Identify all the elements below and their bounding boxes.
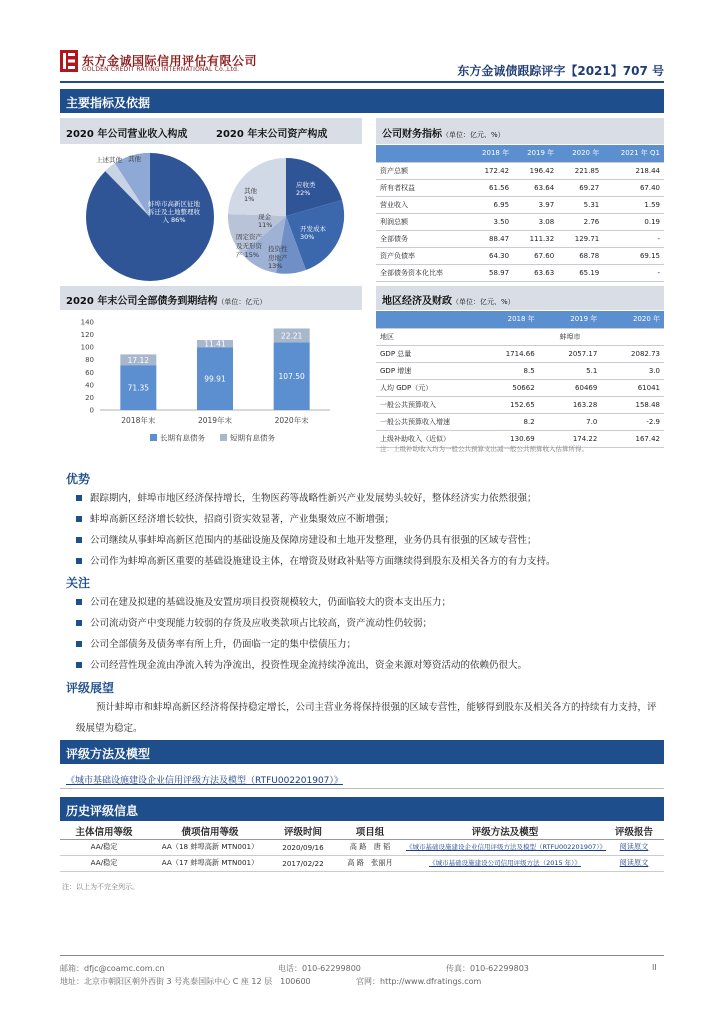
- x-tick-label: 2020年末: [274, 416, 309, 425]
- table-cell: 61.56: [468, 179, 513, 196]
- y-tick-label: 120: [80, 331, 94, 340]
- y-tick-label: 60: [85, 368, 94, 377]
- legend-label: 长期有息债务: [160, 433, 205, 443]
- section-bar-main-indicators: 主要指标及依据: [60, 89, 664, 113]
- table-cell: 上级补助收入（近似）: [376, 430, 476, 447]
- table-cell: 2017/02/22: [272, 855, 334, 871]
- table-cell: 50662: [476, 379, 539, 396]
- table-cell: 资产总额: [376, 162, 468, 179]
- table-cell: 68.78: [558, 247, 603, 264]
- table-cell: 1714.66: [476, 345, 539, 362]
- list-item: 公司全部债务及债务率有所上升，仍面临一定的集中偿债压力；: [76, 634, 666, 655]
- company-logo-icon: [60, 50, 78, 72]
- table-cell: 58.97: [468, 264, 513, 281]
- y-tick-label: 40: [85, 381, 94, 390]
- outlook-paragraph: 预计蚌埠市和蚌埠高新区经济将保持稳定增长，公司主营业务将保持很强的区域专营性，能够得到股东及相关各方的持续有力支持，评级展望为稳定。: [76, 702, 657, 734]
- pie-label: 其他 1%: [244, 187, 257, 203]
- method-link[interactable]: 《城市基础设施建设企业信用评级方法及模型（RTFU002201907）》: [66, 776, 343, 786]
- table-cell: 8.5: [476, 362, 539, 379]
- table-cell: 63.64: [513, 179, 558, 196]
- table-cell: AA/稳定: [60, 839, 148, 855]
- table-cell: 1.59: [603, 196, 664, 213]
- table-cell: 资产负债率: [376, 247, 468, 264]
- table-cell: -: [603, 230, 664, 247]
- pie-label: 开发成本 30%: [300, 225, 326, 241]
- table-cell: 3.08: [513, 213, 558, 230]
- concerns-heading: 关注: [66, 576, 91, 590]
- table-row: [376, 362, 664, 379]
- table-cell: 营业收入: [376, 196, 468, 213]
- y-tick-label: 20: [85, 393, 94, 402]
- list-item: 公司经营性现金流由净流入转为净流出，投资性现金流持续净流出，资金来源对筹资活动的依赖仍很大。: [76, 655, 666, 676]
- list-item: 公司作为蚌埠高新区重要的基础设施建设主体，在增资及财政补贴等方面继续得到股东及相关各方的有力支持。: [76, 551, 666, 572]
- table-cell: 129.71: [558, 230, 603, 247]
- table-cell: 163.28: [539, 396, 602, 413]
- x-tick-label: 2018年末: [121, 416, 156, 425]
- debt-chart-title: 2020 年末公司全部债务到期结构（单位：亿元）: [66, 296, 267, 307]
- table-cell: 88.47: [468, 230, 513, 247]
- table-cell: 69.27: [558, 179, 603, 196]
- table-row: [60, 839, 664, 855]
- table-row: [60, 855, 664, 871]
- table-cell: 5.31: [558, 196, 603, 213]
- page-header: [60, 50, 664, 80]
- table-cell: 7.0: [539, 413, 602, 430]
- data-label: 11.41: [204, 339, 226, 349]
- y-tick-label: 100: [80, 343, 94, 352]
- company-name-cn: 东方金诚国际信用评估有限公司: [82, 54, 258, 68]
- table-cell: 65.19: [558, 264, 603, 281]
- table-cell: 218.44: [603, 162, 664, 179]
- table-cell: 174.22: [539, 430, 602, 447]
- table-cell: 3.97: [513, 196, 558, 213]
- legend-label: 短期有息债务: [230, 433, 275, 443]
- financial-indicators-table: 2018 年 2019 年 2020 年 2021 年 Q1 资产总额 172.42 196.42 221.85 218.44 所有者权益 61.56 63.64 69.27 67.40 营业收入 6.95 3.97 5.31 1.59 利润总额 3.50 3.08 2.76 0.19 全部债务 88.47 111.32 129.71 - 资产负债率 64.30 67.60 68.78 69.15 全部债务资本化比率 58.97 63.63 65.19 -: [376, 145, 664, 282]
- divider: [60, 788, 664, 789]
- legend-swatch: [150, 434, 157, 441]
- data-label: 71.35: [127, 383, 150, 393]
- rating-history-table: 主体信用等级 债项信用等级 评级时间 项目组 评级方法及模型 评级报告 AA/稳定 AA（18 蚌埠高新 MTN001） 2020/09/16 高 路 唐 韬 《城市基础设施建设企业信用评级方法及模型（RTFU002201907）》 阅读原文 AA/稳定 AA（17 蚌埠高新 MTN001） 2017/02/22 高 路 张丽月 《城市基础设施建设公司信用评级方法（2015 年）》 阅读原文: [60, 823, 664, 872]
- pie-label: 固定资产及无形资产 15%: [236, 233, 262, 259]
- table-cell: 172.42: [468, 162, 513, 179]
- y-tick-label: 0: [89, 406, 94, 415]
- x-tick-label: 2019年末: [197, 416, 233, 425]
- table-cell: 69.15: [603, 247, 664, 264]
- footer-website[interactable]: 官网：http://www.dfratings.com: [356, 977, 482, 986]
- footer-address: 地址：北京市朝阳区朝外西街 3 号兆泰国际中心 C 座 12 层 100600: [60, 977, 311, 986]
- region-table-title: 地区经济及财政（单位：亿元、%）: [382, 296, 515, 307]
- table-cell: 一般公共预算收入: [376, 396, 476, 413]
- table-cell: 111.32: [513, 230, 558, 247]
- section-bar-method: 评级方法及模型: [60, 740, 664, 764]
- company-name-en: GOLDEN CREDIT RATING INTERNATIONAL Co.,Ltd.: [82, 66, 240, 73]
- table-cell: AA（18 蚌埠高新 MTN001）: [148, 839, 272, 855]
- pie-label: 上述其他: [96, 156, 122, 164]
- document-number: 东方金诚债跟踪评字【2021】707 号: [457, 64, 664, 78]
- list-item: 公司继续从事蚌埠高新区范围内的基础设施及保障房建设和土地开发整理，业务仍具有很强的区域专营性；: [76, 530, 666, 551]
- table-cell: 2.76: [558, 213, 603, 230]
- concerns-list: [76, 592, 666, 676]
- table-cell: 一般公共预算收入增速: [376, 413, 476, 430]
- table-row: [376, 264, 664, 281]
- table-row: [376, 413, 664, 430]
- list-item: 蚌埠高新区经济增长较快，招商引资实效显著，产业集聚效应不断增强；: [76, 509, 666, 530]
- pie-label: 应收类 22%: [296, 181, 316, 197]
- method-model-link[interactable]: 《城市基础设施建设公司信用评级方法（2015 年）》: [406, 855, 604, 871]
- header-divider: [60, 81, 664, 83]
- table-cell: 地区: [376, 328, 476, 345]
- page-number: II: [652, 963, 657, 972]
- table-cell: 2020/09/16: [272, 839, 334, 855]
- list-item: 公司在建及拟建的基础设施及安置房项目投资规模较大，仍面临较大的资本支出压力；: [76, 592, 666, 613]
- table-cell: 196.42: [513, 162, 558, 179]
- asset-chart-title: 2020 年末公司资产构成: [216, 129, 328, 140]
- table-cell: 130.69: [476, 430, 539, 447]
- table-row: [376, 179, 664, 196]
- table-cell: 167.42: [601, 430, 664, 447]
- data-label: 99.91: [204, 374, 226, 384]
- list-item: 公司流动资产中变现能力较弱的存货及应收类款项占比较高，资产流动性仍较弱；: [76, 613, 666, 634]
- pie-label: 投资性房地产 13%: [268, 245, 288, 270]
- table-cell: 2082.73: [601, 345, 664, 362]
- table-cell: 61041: [601, 379, 664, 396]
- table-row: [376, 196, 664, 213]
- table-cell: GDP 总量: [376, 345, 476, 362]
- outlook-heading: 评级展望: [66, 681, 115, 695]
- table-cell: -: [603, 264, 664, 281]
- pie-label: 蚌埠市高新区征地拆迁及土地整理收入 86%: [148, 200, 200, 224]
- footer-divider: [60, 955, 664, 956]
- table-cell: 8.2: [476, 413, 539, 430]
- table-cell: 3.50: [468, 213, 513, 230]
- read-report-link[interactable]: 阅读原文: [604, 855, 664, 871]
- table-cell: 0.19: [603, 213, 664, 230]
- table-cell: -2.9: [601, 413, 664, 430]
- table-cell: 3.0: [601, 362, 664, 379]
- debt-bar-chart: [60, 312, 360, 462]
- data-label: 22.21: [280, 331, 303, 341]
- pie-label: 现金 11%: [258, 213, 273, 229]
- y-tick-label: 140: [80, 318, 94, 327]
- table-cell: 63.63: [513, 264, 558, 281]
- region-economy-table: 2018 年 2019 年 2020 年 地区 蚌埠市 GDP 总量 1714.66 2057.17 2082.73 GDP 增速 8.5 5.1 3.0 人均 GDP（元） 50662 60469 61041 一般公共预算收入 152.65 163.28 158.48 一般公共预算收入增速 8.2 7.0 -2.9 上级补助收入（近似） 130.69 174.22 167.42: [376, 311, 664, 448]
- data-label: 107.50: [278, 372, 305, 382]
- table-cell: 2057.17: [539, 345, 602, 362]
- y-tick-label: 80: [85, 356, 94, 365]
- table-cell: 人均 GDP（元）: [376, 379, 476, 396]
- table-row: [376, 162, 664, 179]
- fin-table-title: 公司财务指标（单位：亿元、%）: [382, 129, 505, 140]
- legend-swatch: [220, 434, 227, 441]
- table-cell: 蚌埠市: [476, 328, 664, 345]
- strengths-list: [76, 488, 666, 572]
- table-cell: 221.85: [558, 162, 603, 179]
- history-note: 注：以上为不完全列示。: [62, 883, 139, 891]
- table-row: [376, 396, 664, 413]
- footer-fax: 传真：010-62299803: [446, 964, 529, 973]
- footer-email: 邮箱：dfjc@coamc.com.cn: [60, 964, 165, 973]
- table-row: [376, 230, 664, 247]
- table-cell: 6.95: [468, 196, 513, 213]
- read-report-link[interactable]: 阅读原文: [604, 839, 664, 855]
- table-cell: 利润总额: [376, 213, 468, 230]
- table-cell: 64.30: [468, 247, 513, 264]
- table-cell: 5.1: [539, 362, 602, 379]
- table-row: [376, 379, 664, 396]
- table-cell: 全部债务资本化比率: [376, 264, 468, 281]
- table-cell: 67.40: [603, 179, 664, 196]
- pie-label: 其他: [128, 155, 141, 163]
- strengths-heading: 优势: [66, 472, 91, 486]
- table-cell: 所有者权益: [376, 179, 468, 196]
- table-row: [376, 213, 664, 230]
- data-label: 17.12: [127, 355, 150, 365]
- table-cell: 67.60: [513, 247, 558, 264]
- table-cell: 高 路 唐 韬: [334, 839, 406, 855]
- footer-phone: 电话：010-62299800: [278, 964, 361, 973]
- method-model-link[interactable]: 《城市基础设施建设企业信用评级方法及模型（RTFU002201907）》: [406, 839, 604, 855]
- table-cell: 152.65: [476, 396, 539, 413]
- table-row: [376, 345, 664, 362]
- table-row: [376, 247, 664, 264]
- revenue-chart-title: 2020 年公司营业收入构成: [66, 129, 188, 140]
- section-bar-history: 历史评级信息: [60, 797, 664, 821]
- table-cell: AA（17 蚌埠高新 MTN001）: [148, 855, 272, 871]
- table-cell: 高 路 张丽月: [334, 855, 406, 871]
- table-cell: GDP 增速: [376, 362, 476, 379]
- region-table-note: 注：上级补助收入均为一般公共预算支出减一般公共预算收入估算所得。: [380, 445, 588, 453]
- table-cell: 全部债务: [376, 230, 468, 247]
- table-cell: 60469: [539, 379, 602, 396]
- table-cell: 158.48: [601, 396, 664, 413]
- table-cell: AA/稳定: [60, 855, 148, 871]
- list-item: 跟踪期内，蚌埠市地区经济保持增长，生物医药等战略性新兴产业发展势头较好，整体经济实力依然很强；: [76, 488, 666, 509]
